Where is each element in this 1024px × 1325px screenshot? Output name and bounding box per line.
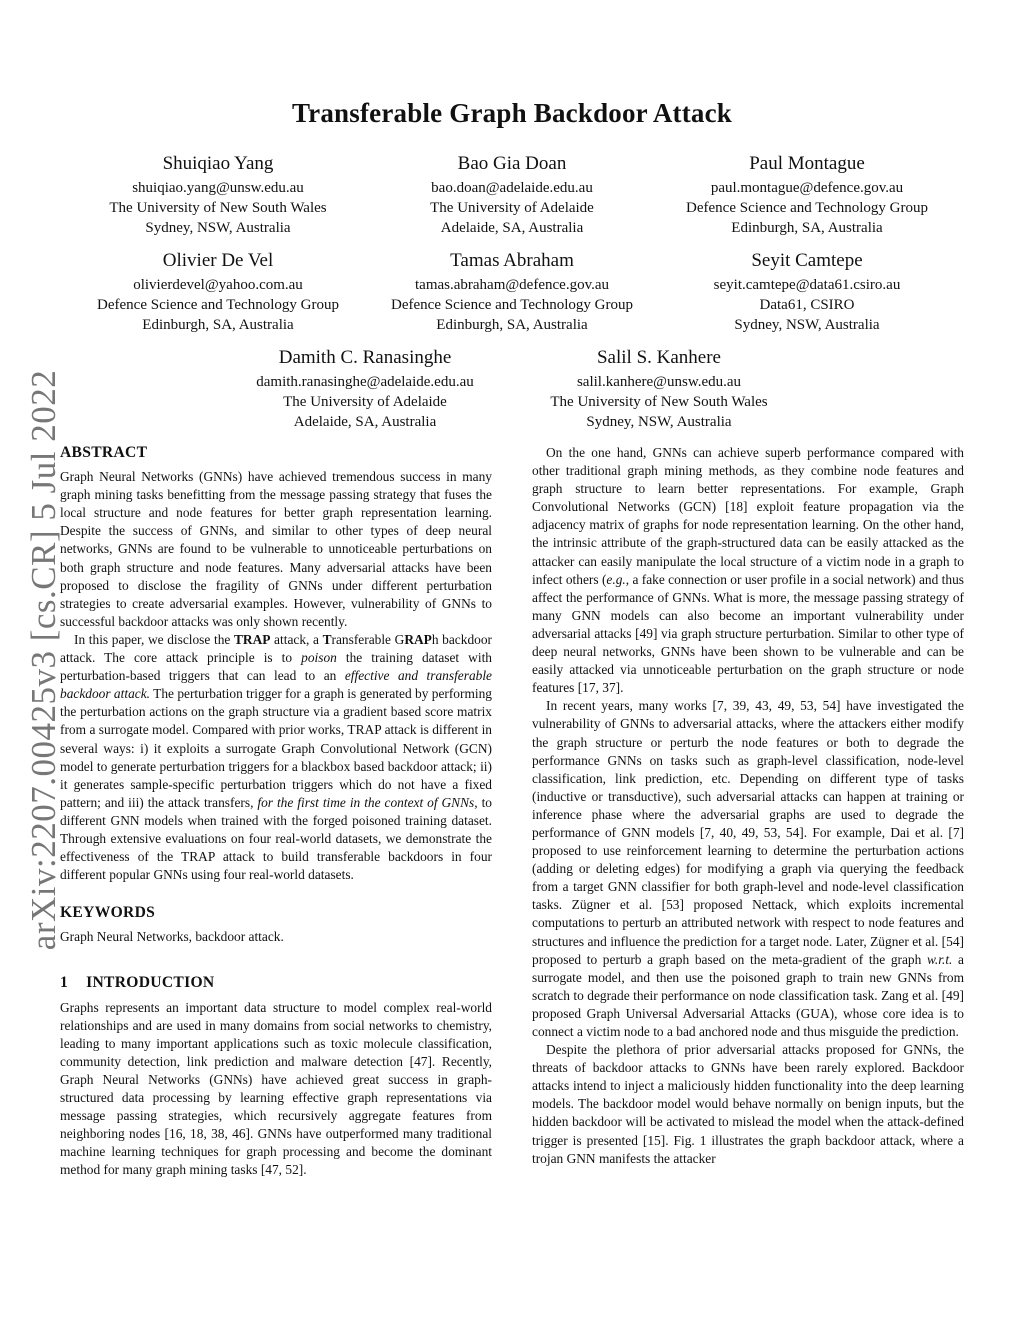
body-paragraph: Despite the plethora of prior adversarial attacks proposed for GNNs, the threats of backdoor attacks to GNNs have been rarely explored. Backdoor attacks intend to inject a maliciously hidden functionality into the deep learning models. The backdoor model would behave normally on benign inputs, but the hidden backdoor will be activated to mislead the model when the attack-defined trigger is presented [15]. Fig. 1 illustrates the graph backdoor attack, where a trojan GNN manifests the attacker — [532, 1042, 964, 1166]
author-name: Olivier De Vel — [162, 250, 274, 271]
author-name: Damith C. Ranasinghe — [278, 347, 452, 368]
paper-title: Transferable Graph Backdoor Attack — [291, 98, 733, 128]
author-location: Sydney, NSW, Australia — [145, 220, 291, 236]
author-affiliation: The University of Adelaide — [283, 394, 447, 410]
author-affiliation: The University of Adelaide — [430, 200, 594, 216]
author-block — [509, 346, 809, 432]
body-paragraph: On the one hand, GNNs can achieve superb performance compared with other traditional graph mining methods, as they combine node features and graph structure to learn better representations. For example, Graph Convolutional Networks (GCN) [18] exploit feature propagation via the adjacency matrix of graphs for node representation learning. On the other hand, the intrinsic attribute of the graph-structured data can be easily attacked as the attacker can easily manipulate the local structure of a victim node in a graph to infect others (e.g., a fake connection or user profile in a social network) and thus affect the performance of GNNs. What is more, the message passing strategy of many GNN models can also become an important vulnerability under adversarial attacks [49] via graph structure perturbation. Similar to other type of deep neural networks, GNNs have been shown to be vulnerable and can be easily attacked via unnoticeable perturbation on the graph structure or node features [17, 37]. — [532, 445, 964, 696]
arxiv-identifier: arXiv:2207.00425v3 [cs.CR] 5 Jul 2022 — [24, 369, 63, 951]
author-affiliation: Defence Science and Technology Group — [97, 297, 339, 313]
author-email: olivierdevel@yahoo.com.au — [133, 277, 303, 293]
author-name: Bao Gia Doan — [457, 153, 567, 174]
author-email: bao.doan@adelaide.edu.au — [431, 180, 593, 196]
introduction-heading: 1 INTRODUCTION — [60, 974, 215, 992]
author-location: Sydney, NSW, Australia — [586, 414, 732, 430]
author-email: salil.kanhere@unsw.edu.au — [576, 374, 742, 390]
author-name: Paul Montague — [749, 153, 865, 174]
introduction-paragraph: Graphs represents an important data structure to model complex real-world relationships and are used in many domains from social networks to chemistry, leading to many important applications such as toxic molecule classification, community detection, link prediction and malware detection [47]. Recently, Graph Neural Networks (GNNs) have achieved great success in graph-structured data processing by learning effective graph representations via message passing strategies, which recursively aggregate features from neighboring nodes [16, 18, 38, 46]. GNNs have outperformed many traditional machine learning techniques for graph processing and become the dominant method for many graph mining tasks [47, 52]. — [60, 999, 492, 1178]
author-affiliation: Defence Science and Technology Group — [686, 200, 928, 216]
author-block — [362, 249, 662, 335]
author-block — [657, 249, 957, 335]
author-block — [215, 346, 515, 432]
author-location: Adelaide, SA, Australia — [293, 414, 437, 430]
author-location: Edinburgh, SA, Australia — [142, 317, 294, 333]
author-location: Adelaide, SA, Australia — [440, 220, 584, 236]
keywords-text: Graph Neural Networks, backdoor attack. — [60, 929, 284, 945]
author-block — [68, 152, 368, 238]
author-email: damith.ranasinghe@adelaide.edu.au — [256, 374, 474, 390]
author-affiliation: The University of New South Wales — [109, 200, 327, 216]
author-location: Edinburgh, SA, Australia — [731, 220, 883, 236]
author-email: tamas.abraham@defence.gov.au — [415, 277, 609, 293]
author-name: Seyit Camtepe — [751, 250, 863, 271]
right-column — [532, 444, 964, 1168]
body-paragraph: In recent years, many works [7, 39, 43, 49, 53, 54] have investigated the vulnerability of GNNs to adversarial attacks, where the attackers either modify the graph structure or perturb the node features or both to degrade the performance GNNs on tasks such as graph-level classification, node-level classification, link prediction, etc. Depending on different type of tasks (inductive or transductive), such adversarial attacks can happen at training or inference phase where the adversarial graphs are used to degrade the performance of GNN models [7, 40, 49, 53, 54]. For example, Dai et al. [7] proposed to use reinforcement learning to determine the perturbation actions (adding or deleting edges) for modifying a graph via querying the feedback from a target GNN classifier for both graph-level and node-level classification tasks. Zügner et al. [53] proposed Nettack, which exploits incremental computations to perturb an attributed network with respect to node features and structures and influence the prediction for a target node. Later, Zügner et al. [54] proposed to perturb a graph based on the meta-gradient of the graph w.r.t. a surrogate model, and then use the poisoned graph to train new GNNs from scratch to degrade their performance on node classification task. Zang et al. [49] proposed Graph Universal Adversarial Attacks (GUA), whose core idea is to connect a victim node to a bad anchored node and thus misguide the prediction. — [532, 698, 964, 1039]
author-email: seyit.camtepe@data61.csiro.au — [713, 277, 901, 293]
author-affiliation: Defence Science and Technology Group — [391, 297, 633, 313]
author-location: Sydney, NSW, Australia — [734, 317, 880, 333]
abstract-heading: ABSTRACT — [60, 444, 148, 461]
author-block — [657, 152, 957, 238]
abstract-paragraph: In this paper, we disclose the TRAP attack, a Transferable GRAPh backdoor attack. The core attack principle is to poison the training dataset with perturbation-based triggers that can lead to an effective and transferable backdoor attack. The perturbation trigger for a graph is generated by performing the perturbation actions on the graph structure via a gradient based score matrix from a surrogate model. Compared with prior works, TRAP attack is different in several ways: i) it exploits a surrogate Graph Convolutional Network (GCN) model to generate perturbation triggers for a blackbox based backdoor attack; ii) it generates sample-specific perturbation triggers which do not have a fixed pattern; and iii) the attack transfers, for the first time in the context of GNNs, to different GNN models when trained with the forged poisoned training dataset. Through extensive evaluations on four real-world datasets, we demonstrate the effectiveness of the TRAP attack to build transferable backdoors in four different popular GNNs using four real-world datasets. — [60, 631, 492, 883]
author-email: shuiqiao.yang@unsw.edu.au — [132, 180, 304, 196]
author-block — [362, 152, 662, 238]
author-name: Salil S. Kanhere — [596, 347, 721, 368]
author-affiliation: The University of New South Wales — [550, 394, 768, 410]
author-name: Shuiqiao Yang — [162, 153, 274, 174]
author-email: paul.montague@defence.gov.au — [710, 180, 904, 196]
keywords-heading: KEYWORDS — [60, 904, 156, 922]
author-name: Tamas Abraham — [450, 250, 574, 271]
author-location: Edinburgh, SA, Australia — [436, 317, 588, 333]
author-affiliation: Data61, CSIRO — [759, 297, 855, 313]
author-block — [68, 249, 368, 335]
left-column — [60, 444, 492, 1179]
abstract-paragraph: Graph Neural Networks (GNNs) have achieved tremendous success in many graph mining tasks benefitting from the message passing strategy that fuses the local structure and node features for better graph representation learning. Despite the success of GNNs, and similar to other types of deep neural networks, GNNs are found to be vulnerable to unnoticeable perturbations on both graph structure and node features. Many adversarial attacks have been proposed to disclose the fragility of GNNs under different perturbation strategies to create adversarial examples. However, vulnerability of GNNs to successful backdoor attacks was only shown recently. — [60, 469, 492, 629]
